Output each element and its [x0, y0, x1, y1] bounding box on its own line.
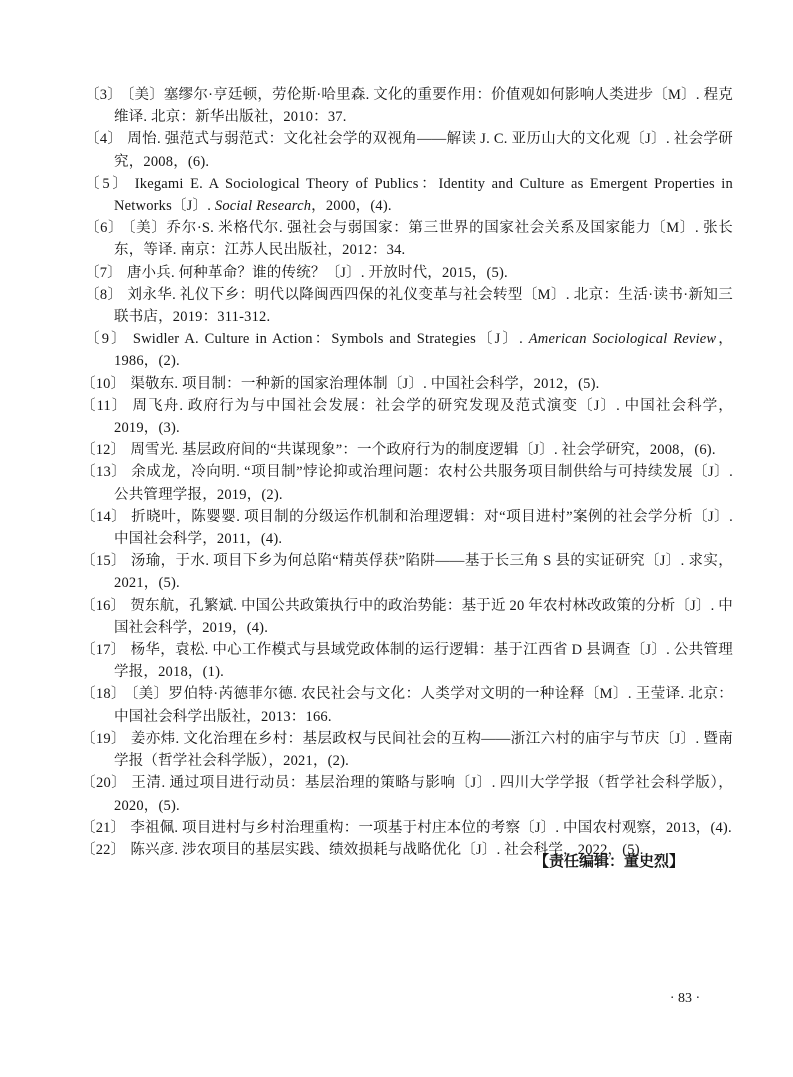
reference-number: 〔21〕 [81, 819, 126, 836]
reference-item [81, 506, 733, 550]
reference-text: 〔美〕罗伯特·芮德菲尔德. 农民社会与文化：人类学对文明的一种诠释〔M〕. 王莹译. 北京：中国社会科学出版社，2013：166. [114, 686, 733, 725]
reference-text: 周雪光. 基层政府间的“共谋现象”：一个政府行为的制度逻辑〔J〕. 社会学研究，2008，(6). [130, 442, 716, 459]
reference-text: Ikegami E. A Sociological Theory of Publics：Identity and Culture as Emergent Properties in Networks〔J〕. [114, 175, 733, 215]
reference-list [81, 84, 734, 861]
reference-number: 〔3〕 [85, 87, 122, 103]
reference-item [81, 772, 733, 816]
reference-item [85, 173, 733, 217]
reference-number: 〔12〕 [81, 442, 126, 459]
reference-number: 〔22〕 [81, 841, 126, 858]
reference-text: 折晓叶，陈婴婴. 项目制的分级运作机制和治理逻辑：对“项目进村”案例的社会学分析〔J〕. 中国社会科学，2011，(4). [114, 508, 733, 548]
reference-number: 〔7〕 [85, 264, 122, 281]
reference-number: 〔4〕 [85, 131, 123, 148]
reference-item [81, 595, 733, 639]
reference-text: 唐小兵. 何种革命？谁的传统？〔J〕. 开放时代，2015，(5). [126, 264, 508, 281]
reference-number: 〔8〕 [85, 286, 123, 303]
reference-item [85, 128, 733, 172]
reference-number: 〔14〕 [81, 508, 127, 525]
reference-text: 汤瑜，于水. 项目下乡为何总陷“精英俘获”陷阱——基于长三角 S 县的实证研究〔J〕. 求实，2021，(5). [114, 553, 733, 592]
reference-item [81, 550, 733, 594]
reference-item [81, 639, 733, 683]
reference-text: 李祖佩. 项目进村与乡村治理重构：一项基于村庄本位的考察〔J〕. 中国农村观察，2013，(4). [130, 819, 732, 836]
reference-text: Swidler A. Culture in Action：Symbols and Strategies〔J〕. [132, 331, 529, 348]
reference-item [81, 373, 733, 395]
reference-text: ，2000，(4). [311, 198, 392, 215]
reference-item [85, 328, 733, 372]
reference-text: 杨华，袁松. 中心工作模式与县域党政体制的运行逻辑：基于江西省 D 县调查〔J〕. 公共管理学报，2018，(1). [114, 642, 733, 681]
reference-item [85, 284, 733, 328]
reference-text: 〔美〕塞缪尔·亨廷顿，劳伦斯·哈里森. 文化的重要作用：价值观如何影响人类进步〔M〕. 程克维译. 北京：新华出版社，2010：37. [114, 87, 733, 126]
reference-text: 渠敬东. 项目制：一种新的国家治理体制〔J〕. 中国社会科学，2012，(5). [130, 375, 600, 392]
reference-number: 〔13〕 [81, 464, 127, 481]
reference-text: 周飞舟. 政府行为与中国社会发展：社会学的研究发现及范式演变〔J〕. 中国社会科学，2019，(3). [114, 397, 733, 437]
reference-text: 余成龙，冷向明. “项目制”悖论抑或治理问题：农村公共服务项目制供给与可持续发展〔J〕. 公共管理学报，2019，(2). [114, 464, 733, 503]
reference-number: 〔5〕 [85, 175, 130, 192]
reference-number: 〔9〕 [85, 331, 128, 348]
reference-item [81, 439, 733, 461]
reference-number: 〔17〕 [81, 642, 126, 659]
reference-number: 〔11〕 [81, 397, 128, 414]
reference-item [85, 84, 733, 128]
reference-number: 〔10〕 [81, 375, 126, 392]
reference-item [81, 817, 733, 839]
reference-number: 〔18〕 [81, 686, 126, 703]
reference-text: 王清. 通过项目进行动员：基层治理的策略与影响〔J〕. 四川大学学报（哲学社会科学版），2020，(5). [114, 775, 733, 814]
reference-item [81, 395, 733, 439]
reference-text: 〔美〕乔尔·S. 米格代尔. 强社会与弱国家：第三世界的国家社会关系及国家能力〔M〕. 张长东，等译. 南京：江苏人民出版社，2012：34. [114, 220, 733, 259]
journal-title-italic: American Sociological Review [528, 331, 717, 348]
reference-number: 〔6〕 [85, 220, 124, 237]
reference-number: 〔19〕 [81, 730, 126, 747]
responsible-editor-note: 【责任编辑：董史烈】 [533, 854, 684, 870]
reference-text: ，1986，(2). [114, 331, 734, 370]
reference-item [81, 728, 733, 772]
journal-title-italic: Social Research [214, 198, 312, 215]
reference-text: 刘永华. 礼仪下乡：明代以降闽西四保的礼仪变革与社会转型〔M〕. 北京：生活·读书·新知三联书店，2019：311-312. [114, 286, 734, 326]
reference-item [81, 683, 733, 727]
reference-item [85, 262, 733, 284]
reference-text: 贺东航，孔繁斌. 中国公共政策执行中的政治势能：基于近 20 年农村林改政策的分析〔J〕. 中国社会科学，2019，(4). [114, 597, 733, 636]
reference-item [81, 461, 733, 505]
page-number: · 83 · [669, 991, 701, 1006]
reference-item [85, 217, 733, 261]
reference-number: 〔15〕 [81, 553, 126, 570]
reference-text: 周怡. 强范式与弱范式：文化社会学的双视角——解读 J. C. 亚历山大的文化观〔J〕. 社会学研究，2008，(6). [114, 131, 733, 170]
reference-text: 姜亦炜. 文化治理在乡村：基层政权与民间社会的互构——浙江六村的庙宇与节庆〔J〕. 暨南学报（哲学社会科学版），2021，(2). [114, 730, 733, 770]
reference-text: 陈兴彦. 涉农项目的基层实践、绩效损耗与战略优化〔J〕. 社会科学，2022，(5). [130, 841, 644, 858]
reference-number: 〔20〕 [81, 775, 127, 792]
reference-number: 〔16〕 [81, 597, 126, 614]
